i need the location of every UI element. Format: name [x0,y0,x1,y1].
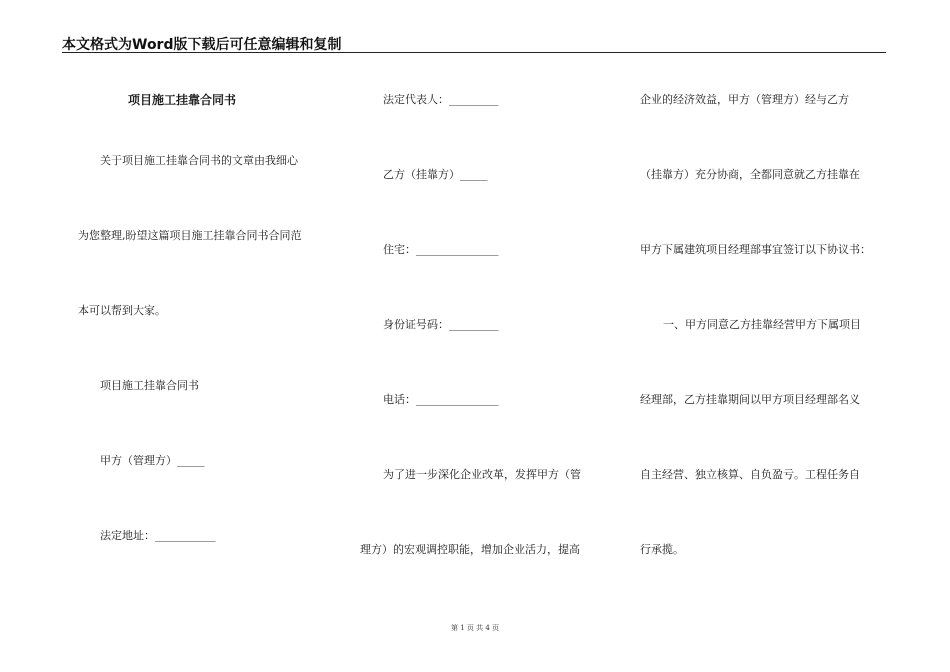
header-divider [62,52,886,53]
paragraph-line: 关于项目施工挂靠合同书的文章由我细心 [100,154,298,167]
paragraph-line: 企业的经济效益，甲方（管理方）经与乙方 [640,93,849,106]
paragraph-line: 甲方下属建筑项目经理部事宜签订以下协议书： [640,243,871,256]
residence-field: 住宅：_______________ [383,243,499,256]
party-a-field: 甲方（管理方）_____ [100,454,205,467]
paragraph-line: 经理部，乙方挂靠期间以甲方项目经理部名义 [640,393,860,406]
page-number: 第 1 页 共 4 页 [450,624,500,632]
paragraph-line: 本可以帮到大家。 [78,304,166,317]
legal-address-field: 法定地址：___________ [100,529,216,542]
legal-representative-field: 法定代表人：_________ [383,93,499,106]
phone-field: 电话：_______________ [383,393,499,406]
document-title: 项目施工挂靠合同书 [128,93,237,107]
paragraph-line: 为您整理,盼望这篇项目施工挂靠合同书合同范 [78,229,302,242]
party-b-field: 乙方（挂靠方）_____ [383,168,488,181]
clause-one-line: 一、甲方同意乙方挂靠经营甲方下属项目 [663,318,861,331]
paragraph-line: （挂靠方）充分协商，全都同意就乙方挂靠在 [640,168,860,181]
contract-subtitle: 项目施工挂靠合同书 [100,379,199,392]
paragraph-line: 理方）的宏观调控职能，增加企业活力，提高 [360,543,580,556]
paragraph-line: 自主经营、独立核算、自负盈亏。工程任务自 [640,468,860,481]
paragraph-line: 行承揽。 [640,543,684,556]
document-header: 本文格式为Word版下载后可任意编辑和复制 [62,37,342,53]
paragraph-line: 为了进一步深化企业改革，发挥甲方（管 [383,468,581,481]
id-number-field: 身份证号码：_________ [383,318,499,331]
